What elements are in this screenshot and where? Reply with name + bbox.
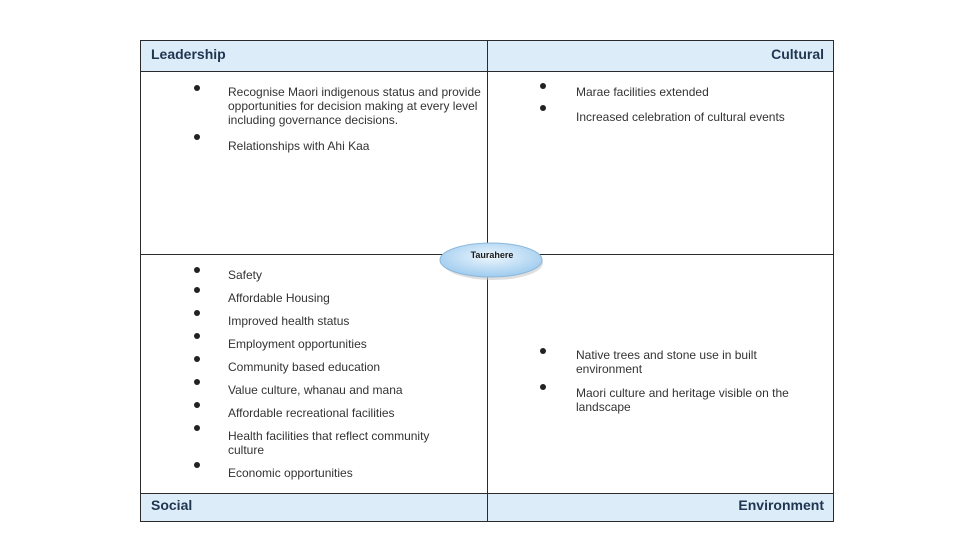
list-item-text: Economic opportunities	[228, 466, 353, 480]
list-item-text: Value culture, whanau and mana	[228, 383, 403, 397]
bullet-icon	[194, 379, 200, 385]
list-item	[228, 291, 453, 305]
list-item	[576, 348, 811, 376]
social-list	[228, 268, 453, 480]
center-label: Taurahere	[470, 250, 514, 260]
list-item	[228, 314, 453, 328]
list-item-text: Recognise Maori indigenous status and provide opportunities for decision making at every level including governance decisions.	[228, 85, 481, 127]
list-item	[576, 110, 826, 124]
list-item-text: Health facilities that reflect community culture	[228, 429, 430, 457]
bullet-icon	[194, 134, 200, 140]
social-title: Social	[151, 497, 193, 513]
social-footer	[141, 493, 487, 521]
list-item	[228, 360, 453, 374]
list-item-text: Affordable Housing	[228, 291, 330, 305]
list-item	[228, 406, 453, 420]
bullet-icon	[194, 267, 200, 273]
leadership-list	[228, 85, 483, 153]
bullet-icon	[194, 85, 200, 91]
bullet-icon	[540, 83, 546, 89]
bullet-icon	[540, 105, 546, 111]
bullet-icon	[194, 333, 200, 339]
bullet-icon	[540, 348, 546, 354]
list-item-text: Maori culture and heritage visible on the landscape	[576, 386, 789, 414]
leadership-title: Leadership	[151, 46, 226, 62]
list-item	[228, 466, 453, 480]
bullet-icon	[194, 425, 200, 431]
list-item-text: Employment opportunities	[228, 337, 367, 351]
list-item	[576, 85, 826, 99]
list-item-text: Safety	[228, 268, 263, 282]
list-item	[228, 85, 483, 127]
cultural-list	[576, 85, 826, 124]
bullet-icon	[194, 402, 200, 408]
bullet-icon	[194, 287, 200, 293]
list-item-text: Affordable recreational facilities	[228, 406, 395, 420]
list-item-text: Native trees and stone use in built environment	[576, 348, 757, 376]
list-item	[228, 268, 453, 282]
list-item	[576, 386, 811, 414]
list-item-text: Relationships with Ahi Kaa	[228, 139, 370, 153]
list-item	[228, 383, 453, 397]
environment-title: Environment	[738, 497, 824, 513]
bullet-icon	[194, 356, 200, 362]
list-item-text: Marae facilities extended	[576, 85, 709, 99]
list-item-text: Community based education	[228, 360, 381, 374]
oval-shape	[438, 240, 546, 282]
environment-list	[576, 348, 811, 414]
center-node	[438, 240, 546, 282]
list-item-text: Increased celebration of cultural events	[576, 110, 785, 124]
list-item	[228, 337, 453, 351]
bullet-icon	[194, 462, 200, 468]
list-item-text: Improved health status	[228, 314, 350, 328]
cultural-title: Cultural	[771, 46, 824, 62]
bullet-icon	[540, 384, 546, 390]
bullet-icon	[194, 310, 200, 316]
list-item	[228, 139, 483, 153]
list-item	[228, 429, 453, 457]
